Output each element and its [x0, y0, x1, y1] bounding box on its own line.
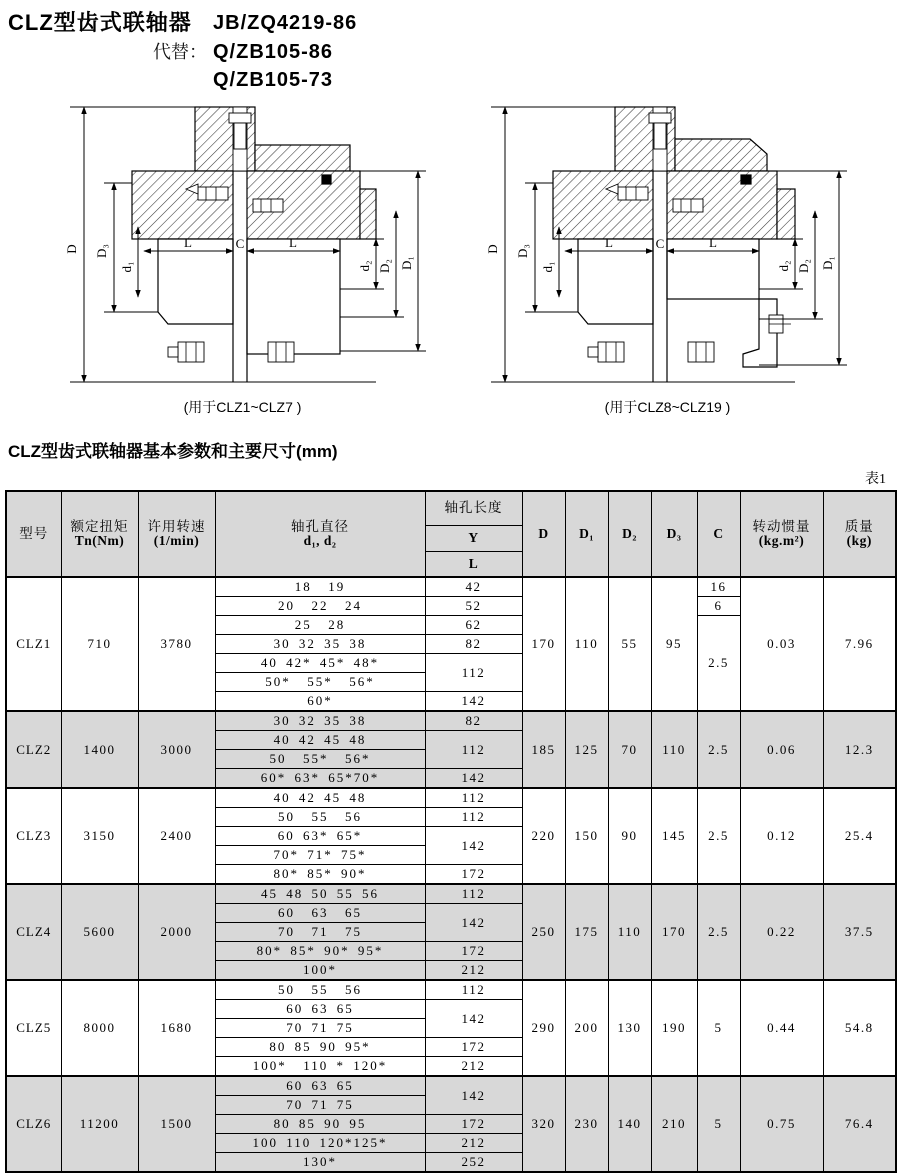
cell-bore-diameters: 50 55 56 — [215, 980, 425, 1000]
cell-inertia: 0.22 — [740, 884, 823, 980]
cell-D1: 175 — [565, 884, 608, 980]
cell-C: 5 — [697, 1076, 740, 1172]
cell-bore-diameters: 60 63 65 — [215, 904, 425, 923]
col-header-model: 型号 — [6, 491, 61, 577]
dim-label-L-right: L — [289, 235, 297, 250]
figure-caption: (用于CLZ1~CLZ7 ) — [183, 399, 302, 415]
cell-bore-length: 212 — [425, 1134, 522, 1153]
cell-C: 2.5 — [697, 711, 740, 788]
dim-label-D: D — [64, 244, 79, 254]
cell-bore-diameters: 25 28 — [215, 616, 425, 635]
cell-D3: 95 — [651, 577, 697, 711]
cell-bore-length: 112 — [425, 654, 522, 692]
cell-bore-diameters: 100* 110 * 120* — [215, 1057, 425, 1077]
cell-bore-diameters: 30 32 35 38 — [215, 711, 425, 731]
cell-bore-diameters: 30 32 35 38 — [215, 635, 425, 654]
cell-C: 16 — [697, 577, 740, 597]
cell-D3: 110 — [651, 711, 697, 788]
cell-bore-length: 252 — [425, 1153, 522, 1173]
cell-torque: 3150 — [61, 788, 138, 884]
col-header-D2: D₂ — [608, 491, 651, 577]
cell-bore-diameters: 70 71 75 — [215, 1019, 425, 1038]
dim-label-d1: d₁ — [540, 261, 555, 273]
cell-speed: 2000 — [138, 884, 215, 980]
cell-model: CLZ2 — [6, 711, 61, 788]
page-header — [0, 0, 900, 95]
cell-D2: 90 — [608, 788, 651, 884]
cell-mass: 76.4 — [823, 1076, 896, 1172]
cell-bore-diameters: 80 85 90 95* — [215, 1038, 425, 1057]
cell-bore-length: 52 — [425, 597, 522, 616]
cell-speed: 1500 — [138, 1076, 215, 1172]
table-header — [6, 491, 896, 577]
table-row — [6, 1076, 896, 1096]
dim-label-D1: D₁ — [399, 256, 414, 270]
cell-inertia: 0.12 — [740, 788, 823, 884]
cell-speed: 1680 — [138, 980, 215, 1076]
cell-bore-length: 142 — [425, 1076, 522, 1115]
cell-torque: 11200 — [61, 1076, 138, 1172]
cell-bore-length: 42 — [425, 577, 522, 597]
col-header-bore-length: 轴孔长度 — [425, 491, 522, 525]
cell-D: 170 — [522, 577, 565, 711]
dim-label-C: C — [235, 236, 245, 251]
cell-speed: 3000 — [138, 711, 215, 788]
cell-bore-diameters: 50* 55* 56* — [215, 673, 425, 692]
cell-mass: 12.3 — [823, 711, 896, 788]
cell-bore-length: 142 — [425, 827, 522, 865]
cell-D1: 125 — [565, 711, 608, 788]
cell-bore-diameters: 100* — [215, 961, 425, 981]
table-row — [6, 884, 896, 904]
col-header-length-L: L — [425, 551, 522, 577]
cell-bore-length: 112 — [425, 884, 522, 904]
cell-speed: 2400 — [138, 788, 215, 884]
dim-label-d1: d₁ — [119, 261, 134, 273]
cell-bore-diameters: 70* 71* 75* — [215, 846, 425, 865]
cell-D: 185 — [522, 711, 565, 788]
cell-bore-diameters: 80 85 90 95 — [215, 1115, 425, 1134]
dim-label-D3: D₃ — [94, 244, 109, 258]
col-header-speed: 许用转速 (1/min) — [138, 491, 215, 577]
dim-label-D2: D₂ — [796, 259, 811, 273]
dimension-labels — [64, 235, 414, 273]
cell-D3: 145 — [651, 788, 697, 884]
dim-label-L-right: L — [709, 235, 717, 250]
figures-row — [0, 95, 900, 417]
cell-bore-diameters: 50 55 56 — [215, 808, 425, 827]
cell-inertia: 0.06 — [740, 711, 823, 788]
cell-torque: 710 — [61, 577, 138, 711]
cell-D1: 200 — [565, 980, 608, 1076]
spec-table — [5, 490, 897, 1173]
replace-label: 代替： — [153, 42, 207, 62]
cell-bore-length: 62 — [425, 616, 522, 635]
dim-label-L-left: L — [184, 235, 192, 250]
cell-bore-diameters: 100 110 120*125* — [215, 1134, 425, 1153]
cell-torque: 8000 — [61, 980, 138, 1076]
col-header-D: D — [522, 491, 565, 577]
cell-C: 2.5 — [697, 884, 740, 980]
cell-mass: 37.5 — [823, 884, 896, 980]
cell-model: CLZ6 — [6, 1076, 61, 1172]
dim-label-d2: d₂ — [776, 260, 791, 272]
cell-bore-diameters: 40 42 45 48 — [215, 788, 425, 808]
col-header-C: C — [697, 491, 740, 577]
cell-mass: 54.8 — [823, 980, 896, 1076]
cell-D1: 230 — [565, 1076, 608, 1172]
cell-bore-diameters: 20 22 24 — [215, 597, 425, 616]
coupling-section-drawing-2 — [465, 99, 870, 391]
replaced-standard-1: Q/ZB105-86 — [213, 41, 334, 63]
table-row — [6, 788, 896, 808]
cell-D1: 110 — [565, 577, 608, 711]
cell-torque: 1400 — [61, 711, 138, 788]
cell-bore-diameters: 60 63 65 — [215, 1076, 425, 1096]
cell-bore-diameters: 80* 85* 90* 95* — [215, 942, 425, 961]
cell-bore-length: 172 — [425, 1115, 522, 1134]
cell-mass: 7.96 — [823, 577, 896, 711]
figure-caption: (用于CLZ8~CLZ19 ) — [604, 399, 731, 415]
coupling-body — [132, 107, 376, 382]
cell-bore-diameters: 40 42* 45* 48* — [215, 654, 425, 673]
cell-bore-diameters: 60* — [215, 692, 425, 712]
cell-model: CLZ5 — [6, 980, 61, 1076]
cell-bore-length: 112 — [425, 731, 522, 769]
dim-label-d2: d₂ — [357, 260, 372, 272]
table-row — [6, 980, 896, 1000]
cell-model: CLZ4 — [6, 884, 61, 980]
col-header-bore-diameter: 轴孔直径 d₁, d₂ — [215, 491, 425, 577]
dim-label-L-left: L — [605, 235, 613, 250]
cell-inertia: 0.03 — [740, 577, 823, 711]
cell-bore-diameters: 18 19 — [215, 577, 425, 597]
cell-bore-diameters: 60 63 65 — [215, 1000, 425, 1019]
cell-C: 5 — [697, 980, 740, 1076]
cell-bore-diameters: 50 55* 56* — [215, 750, 425, 769]
cell-bore-length: 142 — [425, 692, 522, 712]
replaced-standard-2: Q/ZB105-73 — [213, 69, 334, 91]
cell-torque: 5600 — [61, 884, 138, 980]
dim-label-D2: D₂ — [377, 259, 392, 273]
cell-bore-length: 172 — [425, 1038, 522, 1057]
col-header-mass: 质量 (kg) — [823, 491, 896, 577]
dim-label-C: C — [655, 236, 665, 251]
col-header-length-Y: Y — [425, 525, 522, 551]
cell-mass: 25.4 — [823, 788, 896, 884]
cell-speed: 3780 — [138, 577, 215, 711]
cell-D2: 55 — [608, 577, 651, 711]
cell-bore-length: 112 — [425, 980, 522, 1000]
cell-D: 290 — [522, 980, 565, 1076]
cell-bore-length: 212 — [425, 1057, 522, 1077]
col-header-D1: D₁ — [565, 491, 608, 577]
cell-D3: 210 — [651, 1076, 697, 1172]
cell-model: CLZ3 — [6, 788, 61, 884]
cell-D: 320 — [522, 1076, 565, 1172]
cell-C: 2.5 — [697, 616, 740, 712]
cell-inertia: 0.75 — [740, 1076, 823, 1172]
cell-D2: 70 — [608, 711, 651, 788]
table-tag: 表1 — [865, 472, 886, 487]
dim-label-D1: D₁ — [820, 256, 835, 270]
cell-C: 6 — [697, 597, 740, 616]
cell-bore-diameters: 60* 63* 65*70* — [215, 769, 425, 789]
dim-label-D3: D₃ — [515, 244, 530, 258]
cell-model: CLZ1 — [6, 577, 61, 711]
dim-label-D: D — [485, 244, 500, 254]
cell-bore-length: 112 — [425, 788, 522, 808]
cell-bore-diameters: 130* — [215, 1153, 425, 1173]
table-body — [6, 577, 896, 1172]
cell-D3: 190 — [651, 980, 697, 1076]
cell-D3: 170 — [651, 884, 697, 980]
cell-bore-length: 142 — [425, 904, 522, 942]
col-header-inertia: 转动惯量 (kg.m²) — [740, 491, 823, 577]
coupling-body — [553, 107, 795, 382]
cell-bore-length: 172 — [425, 865, 522, 885]
section-title: CLZ型齿式联轴器基本参数和主要尺寸(mm) — [8, 442, 338, 461]
table-row — [6, 577, 896, 597]
cell-D2: 110 — [608, 884, 651, 980]
cell-bore-length: 142 — [425, 1000, 522, 1038]
standard-code: JB/ZQ4219-86 — [213, 12, 358, 34]
cell-D1: 150 — [565, 788, 608, 884]
cell-bore-length: 172 — [425, 942, 522, 961]
cell-D2: 140 — [608, 1076, 651, 1172]
cell-bore-length: 212 — [425, 961, 522, 981]
figure-clz1-clz7 — [40, 99, 445, 417]
cell-inertia: 0.44 — [740, 980, 823, 1076]
cell-bore-length: 82 — [425, 635, 522, 654]
col-header-torque: 额定扭矩 Tn(Nm) — [61, 491, 138, 577]
figure-clz8-clz19 — [465, 99, 870, 417]
cell-D: 220 — [522, 788, 565, 884]
col-header-D3: D₃ — [651, 491, 697, 577]
cell-bore-length: 142 — [425, 769, 522, 789]
coupling-section-drawing-1 — [40, 99, 445, 391]
dimension-labels — [485, 235, 835, 273]
cell-bore-diameters: 80* 85* 90* — [215, 865, 425, 885]
cell-bore-diameters: 70 71 75 — [215, 1096, 425, 1115]
cell-D2: 130 — [608, 980, 651, 1076]
cell-bore-diameters: 60 63* 65* — [215, 827, 425, 846]
cell-C: 2.5 — [697, 788, 740, 884]
cell-bore-length: 82 — [425, 711, 522, 731]
cell-D: 250 — [522, 884, 565, 980]
table-row — [6, 711, 896, 731]
cell-bore-diameters: 70 71 75 — [215, 923, 425, 942]
cell-bore-length: 112 — [425, 808, 522, 827]
cell-bore-diameters: 45 48 50 55 56 — [215, 884, 425, 904]
page-title: CLZ型齿式联轴器 — [8, 10, 192, 35]
cell-bore-diameters: 40 42 45 48 — [215, 731, 425, 750]
